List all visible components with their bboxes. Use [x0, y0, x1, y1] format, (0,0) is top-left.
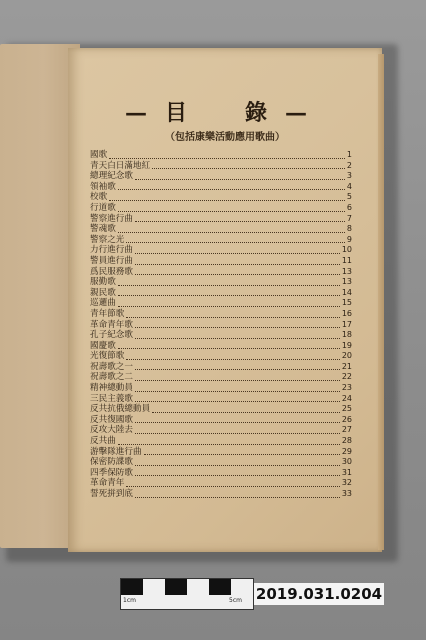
- toc-entry-title: 親民歌: [90, 287, 116, 298]
- toc-entry: [90, 478, 352, 489]
- toc-entry-page: 10: [341, 245, 352, 255]
- toc-entry-page: 33: [341, 489, 352, 498]
- toc-entry-title: 力行進行曲: [90, 245, 133, 256]
- toc-entry: [90, 404, 352, 415]
- toc-entry-page: 27: [341, 425, 352, 435]
- toc-entry-page: 18: [341, 330, 352, 340]
- toc-entry-title: 革命青年歌: [90, 319, 133, 330]
- toc-leader-dots: [126, 486, 339, 487]
- toc-entry-title: 青年節歌: [90, 308, 125, 319]
- toc-entry: [90, 235, 352, 246]
- toc-entry-page: 29: [341, 446, 352, 456]
- toc-entry-title: 國歌: [90, 150, 108, 160]
- toc-entry-title: 精神總動員: [90, 383, 133, 394]
- toc-entry-page: 32: [341, 478, 352, 488]
- toc-entry-page: 28: [341, 436, 352, 446]
- toc-leader-dots: [135, 380, 340, 381]
- toc-entry-title: 巡邏曲: [90, 298, 116, 309]
- toc-entry: [90, 489, 352, 500]
- toc-entry-page: 22: [341, 372, 352, 382]
- toc-leader-dots: [135, 401, 340, 402]
- page-subtitle: （包括康樂活動應用歌曲）: [165, 132, 285, 143]
- toc-entry-page: 6: [346, 202, 352, 212]
- toc-entry-page: 2: [346, 160, 352, 170]
- toc-entry-title: 游擊隊進行曲: [90, 446, 142, 457]
- table-of-contents: [90, 150, 352, 500]
- toc-entry-title: 反共抗俄總動員: [90, 404, 151, 415]
- toc-entry: [90, 150, 352, 161]
- toc-entry: [90, 394, 352, 405]
- toc-leader-dots: [118, 348, 340, 349]
- toc-entry-page: 16: [341, 308, 352, 318]
- toc-entry: [90, 372, 352, 383]
- toc-entry-page: 13: [341, 266, 352, 276]
- toc-entry-title: 保密防諜歌: [90, 457, 133, 468]
- toc-entry-title: 爲民服務歌: [90, 266, 133, 277]
- toc-leader-dots: [109, 158, 345, 159]
- toc-entry-page: 21: [341, 361, 352, 371]
- toc-entry-title: 青天白日滿地紅: [90, 160, 151, 171]
- toc-leader-dots: [135, 475, 340, 476]
- toc-entry: [90, 256, 352, 267]
- toc-entry-title: 警員進行曲: [90, 255, 133, 266]
- toc-entry: [90, 224, 352, 235]
- toc-entry-title: 孔子紀念歌: [90, 330, 133, 341]
- toc-entry-title: 校歌: [90, 192, 108, 203]
- toc-entry: [90, 267, 352, 278]
- toc-leader-dots: [118, 211, 345, 212]
- toc-leader-dots: [118, 232, 345, 233]
- toc-entry-title: 服勤歌: [90, 277, 116, 288]
- toc-entry-page: 15: [341, 298, 352, 308]
- toc-entry-title: 反攻大陸去: [90, 425, 133, 436]
- toc-entry-title: 警察進行曲: [90, 213, 133, 224]
- toc-leader-dots: [118, 306, 340, 307]
- toc-leader-dots: [144, 454, 340, 455]
- toc-leader-dots: [135, 369, 340, 370]
- toc-entry: [90, 182, 352, 193]
- scale-block: [209, 579, 231, 595]
- toc-entry-page: 23: [341, 383, 352, 393]
- catalog-number-label: 2019.031.0204: [255, 585, 383, 603]
- toc-entry-page: 5: [346, 192, 352, 202]
- toc-leader-dots: [118, 295, 340, 296]
- toc-entry-title: 三民主義歌: [90, 393, 133, 404]
- toc-entry: [90, 203, 352, 214]
- toc-leader-dots: [152, 412, 340, 413]
- toc-entry-title: 國慶歌: [90, 340, 116, 351]
- toc-entry: [90, 351, 352, 362]
- toc-leader-dots: [118, 444, 340, 445]
- toc-leader-dots: [118, 189, 345, 190]
- toc-entry: [90, 330, 352, 341]
- toc-entry-title: 四季保防歌: [90, 467, 133, 478]
- toc-entry-page: 20: [341, 351, 352, 361]
- toc-entry: [90, 288, 352, 299]
- toc-leader-dots: [118, 285, 340, 286]
- toc-entry-page: 8: [346, 224, 352, 234]
- toc-leader-dots: [135, 433, 340, 434]
- scale-block: [121, 579, 143, 595]
- toc-entry-page: 1: [346, 150, 352, 159]
- toc-entry-title: 行道歌: [90, 202, 116, 213]
- toc-leader-dots: [109, 200, 345, 201]
- toc-entry: [90, 447, 352, 458]
- toc-entry: [90, 425, 352, 436]
- scale-label-1cm: 1cm: [123, 597, 136, 604]
- toc-entry-page: 13: [341, 277, 352, 287]
- page-title: —目 錄—: [124, 100, 325, 126]
- toc-entry: [90, 468, 352, 479]
- toc-leader-dots: [135, 338, 340, 339]
- toc-leader-dots: [126, 317, 339, 318]
- toc-entry: [90, 436, 352, 447]
- toc-entry: [90, 214, 352, 225]
- toc-entry: [90, 320, 352, 331]
- scale-label-5cm: 5cm: [229, 597, 242, 604]
- toc-entry: [90, 383, 352, 394]
- toc-entry-title: 反共曲: [90, 436, 116, 447]
- toc-entry: [90, 415, 352, 426]
- toc-entry-title: 祝壽歌之二: [90, 372, 133, 383]
- toc-entry: [90, 298, 352, 309]
- scale-block: [165, 579, 187, 595]
- toc-entry-title: 領袖歌: [90, 181, 116, 192]
- toc-leader-dots: [126, 242, 345, 243]
- toc-entry: [90, 245, 352, 256]
- toc-entry: [90, 341, 352, 352]
- toc-entry: [90, 171, 352, 182]
- toc-leader-dots: [135, 422, 340, 423]
- toc-entry-title: 革命青年: [90, 478, 125, 489]
- toc-entry-page: 26: [341, 414, 352, 424]
- toc-entry-title: 光復節歌: [90, 351, 125, 362]
- toc-leader-dots: [152, 168, 345, 169]
- toc-leader-dots: [135, 497, 340, 498]
- toc-entry-page: 31: [341, 467, 352, 477]
- toc-entry-page: 25: [341, 404, 352, 414]
- toc-entry-title: 祝壽歌之一: [90, 361, 133, 372]
- toc-leader-dots: [135, 391, 340, 392]
- toc-entry-title: 反共復國歌: [90, 414, 133, 425]
- toc-entry: [90, 457, 352, 468]
- toc-entry-page: 7: [346, 213, 352, 223]
- toc-entry-page: 24: [341, 393, 352, 403]
- toc-entry-title: 警魂歌: [90, 224, 116, 235]
- toc-leader-dots: [135, 274, 340, 275]
- scale-bar: [120, 578, 254, 610]
- toc-entry-page: 17: [341, 319, 352, 329]
- toc-entry: [90, 309, 352, 320]
- toc-leader-dots: [135, 465, 340, 466]
- toc-leader-dots: [126, 359, 339, 360]
- toc-entry-page: 11: [341, 255, 352, 265]
- toc-entry: [90, 192, 352, 203]
- toc-entry-page: 9: [346, 234, 352, 244]
- toc-entry-page: 4: [346, 181, 352, 191]
- toc-leader-dots: [135, 221, 345, 222]
- toc-entry-page: 14: [341, 287, 352, 297]
- toc-entry-page: 3: [346, 171, 352, 181]
- toc-entry-page: 19: [341, 340, 352, 350]
- toc-leader-dots: [135, 264, 340, 265]
- toc-entry-title: 總理紀念歌: [90, 171, 133, 182]
- toc-entry: [90, 362, 352, 373]
- toc-entry-title: 誓死拼到底: [90, 489, 133, 499]
- toc-leader-dots: [135, 327, 340, 328]
- toc-entry: [90, 277, 352, 288]
- toc-entry-title: 警察之光: [90, 234, 125, 245]
- toc-leader-dots: [135, 179, 345, 180]
- toc-entry-page: 30: [341, 457, 352, 467]
- toc-leader-dots: [135, 253, 340, 254]
- toc-entry: [90, 161, 352, 172]
